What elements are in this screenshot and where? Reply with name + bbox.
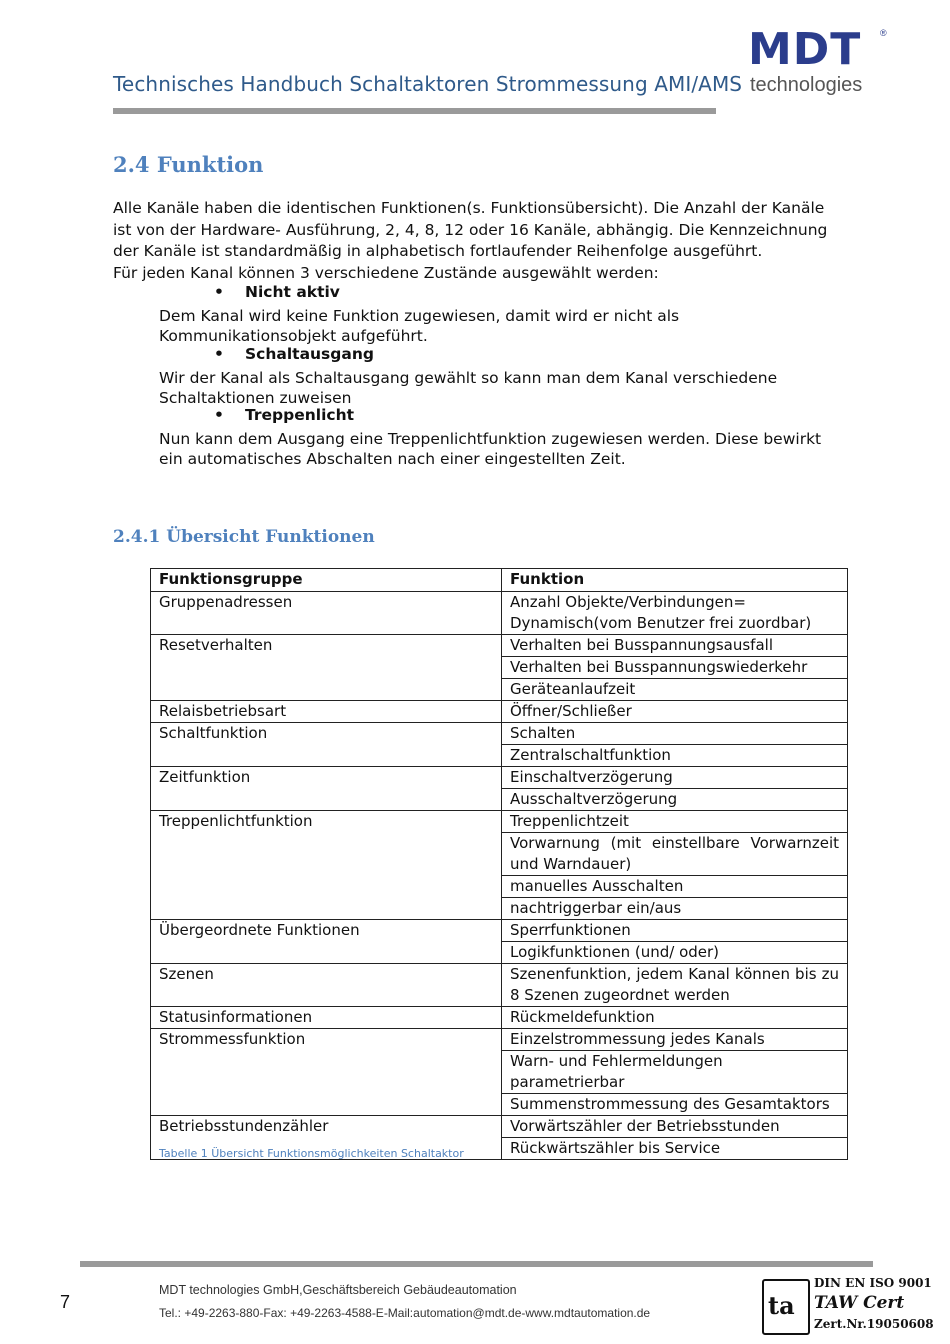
bullet-dot: • [214,283,224,301]
table-row [151,1007,848,1029]
footer-divider [80,1261,873,1267]
logo-mdt-text: MDT [748,24,862,75]
function-cell: Vorwarnung (mit einstellbare Vorwarnzeit und Warndauer) [502,833,848,876]
page-number: 7 [60,1292,71,1312]
group-cell: Statusinformationen [151,1007,502,1029]
table-row [151,1116,848,1138]
bullet-title: Nicht aktiv [245,283,340,301]
table-header-row [151,569,848,592]
footer-company: MDT technologies GmbH,Geschäftsbereich Gebäudeautomation [159,1283,517,1297]
group-cell: Schaltfunktion [151,723,502,767]
table-row [151,1029,848,1051]
function-cell: Einschaltverzögerung [502,767,848,789]
logo-registered-mark: ® [880,28,887,38]
certification-badge [762,1276,934,1336]
table-row [151,767,848,789]
function-overview-table [150,568,848,1160]
group-cell: Gruppenadressen [151,592,502,635]
function-cell: Einzelstrommessung jedes Kanals [502,1029,848,1051]
document-header-title: Technisches Handbuch Schaltaktoren Strommessung AMI/AMS [113,72,743,96]
bullet-description: Dem Kanal wird keine Funktion zugewiesen, damit wird er nicht als Kommunikationsobjekt aufgeführt. [159,307,680,345]
function-cell: Rückwärtszähler bis Service [502,1138,848,1160]
group-cell: Übergeordnete Funktionen [151,920,502,964]
group-cell: Treppenlichtfunktion [151,811,502,920]
function-cell: Ausschaltverzögerung [502,789,848,811]
table-row [151,920,848,942]
table-header-group: Funktionsgruppe [151,569,502,592]
function-cell: Öffner/Schließer [502,701,848,723]
function-cell: Logikfunktionen (und/ oder) [502,942,848,964]
cert-standard: DIN EN ISO 9001 [814,1276,932,1290]
function-cell: Anzahl Objekte/Verbindungen= Dynamisch(vom Benutzer frei zuordbar) [502,592,848,635]
taw-cert-logo-text: ta [768,1291,795,1320]
bullet-dot: • [214,345,224,363]
group-cell: Zeitfunktion [151,767,502,811]
logo-technologies-text: technologies [750,74,863,96]
states-paragraph: Für jeden Kanal können 3 verschiedene Zustände ausgewählt werden: [113,263,659,282]
header-divider [113,108,716,114]
function-cell: Summenstrommessung des Gesamtaktors [502,1094,848,1116]
function-cell: Szenenfunktion, jedem Kanal können bis zu 8 Szenen zugeordnet werden [502,964,848,1007]
function-cell: Sperrfunktionen [502,920,848,942]
function-cell: Warn- und Fehlermeldungen parametrierbar [502,1051,848,1094]
function-cell: Verhalten bei Busspannungsausfall [502,635,848,657]
function-cell: Rückmeldefunktion [502,1007,848,1029]
table-row [151,811,848,833]
bullet-description: Nun kann dem Ausgang eine Treppenlichtfunktion zugewiesen werden. Diese bewirkt ein automatisches Abschalten nach einer eingestellten Zeit. [159,430,822,468]
group-cell: Szenen [151,964,502,1007]
table-row [151,635,848,657]
cert-number: Zert.Nr.19050608 [814,1317,934,1331]
bullet-item-schaltausgang [214,345,374,363]
group-cell: Betriebsstundenzähler [151,1116,502,1160]
footer-contact: Tel.: +49-2263-880-Fax: +49-2263-4588-E-Mail:automation@mdt.de-www.mdtautomation.de [159,1306,651,1320]
function-cell: Schalten [502,723,848,745]
function-cell: Vorwärtszähler der Betriebsstunden [502,1116,848,1138]
table-row [151,723,848,745]
taw-cert-logo [762,1279,810,1335]
table-row [151,701,848,723]
group-cell: Relaisbetriebsart [151,701,502,723]
function-cell: Treppenlichtzeit [502,811,848,833]
function-cell: Verhalten bei Busspannungswiederkehr [502,657,848,679]
bullet-title: Treppenlicht [245,406,355,424]
bullet-dot: • [214,406,224,424]
group-cell: Resetverhalten [151,635,502,701]
bullet-description: Wir der Kanal als Schaltausgang gewählt so kann man dem Kanal verschiedene Schaltaktionen zuweisen [159,369,778,407]
bullet-title: Schaltausgang [245,345,374,363]
function-cell: nachtriggerbar ein/aus [502,898,848,920]
section-heading: 2.4 Funktion [113,152,264,177]
table-row [151,592,848,635]
table-header-function: Funktion [502,569,848,592]
intro-paragraph: Alle Kanäle haben die identischen Funktionen(s. Funktionsübersicht). Die Anzahl der Kanäle ist von der Hardware- Ausführung, 2, 4, 8, 12 oder 16 Kanäle, abhängig. Die Kennzeichnung der Kanäle ist standardmäßig in alphabetisch fortlaufender Reihenfolge ausgeführt. [113,199,828,260]
table-row [151,964,848,1007]
bullet-item-treppenlicht [214,406,354,424]
mdt-logo [748,24,888,100]
bullet-item-nicht-aktiv [214,283,340,301]
cert-issuer: TAW Cert [814,1293,905,1313]
group-cell: Strommessfunktion [151,1029,502,1116]
section-body [113,198,838,284]
subsection-heading: 2.4.1 Übersicht Funktionen [113,527,375,547]
function-cell: Geräteanlaufzeit [502,679,848,701]
function-cell: Zentralschaltfunktion [502,745,848,767]
function-cell: manuelles Ausschalten [502,876,848,898]
table-caption: Tabelle 1 Übersicht Funktionsmöglichkeiten Schaltaktor [159,1147,464,1160]
